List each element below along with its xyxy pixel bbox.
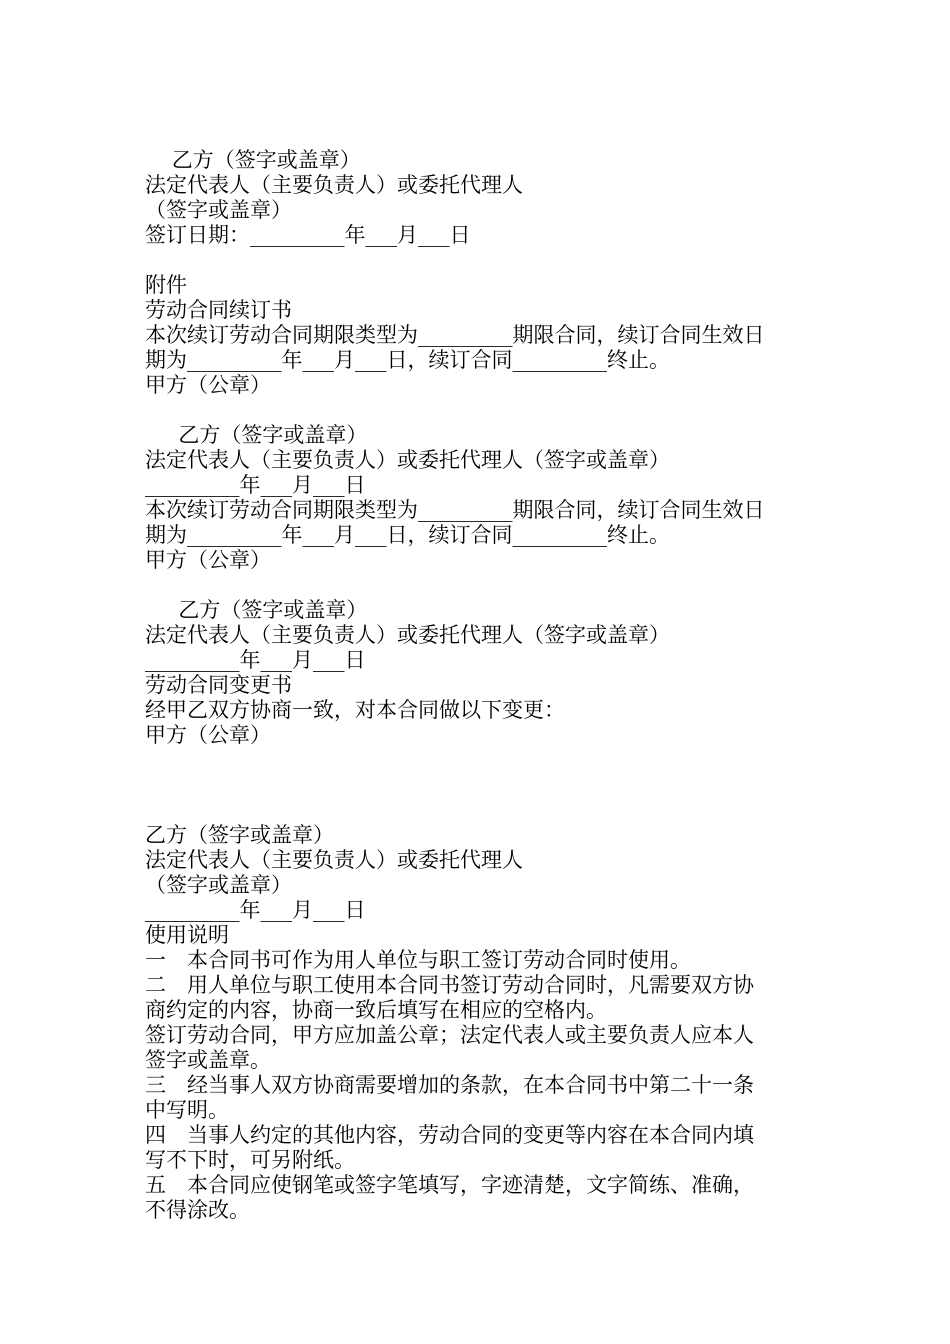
text-line: 四 当事人约定的其他内容，劳动合同的变更等内容在本合同内填 bbox=[145, 1123, 754, 1147]
text-line: 本次续订劳动合同期限类型为_________期限合同，续订合同生效日 bbox=[145, 323, 765, 347]
text-line: 二 用人单位与职工使用本合同书签订劳动合同时，凡需要双方协 bbox=[145, 973, 754, 997]
text-line: 乙方（签字或盖章） bbox=[145, 823, 334, 847]
text-line: 签订劳动合同，甲方应加盖公章；法定代表人或主要负责人应本人 bbox=[145, 1023, 754, 1047]
text-line: 法定代表人（主要负责人）或委托代理人 bbox=[145, 173, 523, 197]
text-line: 法定代表人（主要负责人）或委托代理人（签字或盖章） bbox=[145, 623, 670, 647]
text-line: 经甲乙双方协商一致，对本合同做以下变更： bbox=[145, 698, 565, 722]
text-line: 签订日期：_________年___月___日 bbox=[145, 223, 471, 247]
text-line: 签字或盖章。 bbox=[145, 1048, 271, 1072]
text-line: 劳动合同变更书 bbox=[145, 673, 292, 697]
text-line: 甲方（公章） bbox=[145, 723, 271, 747]
text-line: 乙方（签字或盖章） bbox=[145, 148, 361, 172]
text-line: （签字或盖章） bbox=[145, 873, 292, 897]
text-line: 附件 bbox=[145, 273, 187, 297]
text-line: 劳动合同续订书 bbox=[145, 298, 292, 322]
text-line: 甲方（公章） bbox=[145, 373, 271, 397]
text-line: _________年___月___日 bbox=[145, 473, 366, 497]
text-line: 一 本合同书可作为用人单位与职工签订劳动合同时使用。 bbox=[145, 948, 691, 972]
text-line: _________年___月___日 bbox=[145, 898, 366, 922]
text-line: 乙方（签字或盖章） bbox=[145, 423, 368, 447]
text-line: 法定代表人（主要负责人）或委托代理人 bbox=[145, 848, 523, 872]
text-line: 商约定的内容，协商一致后填写在相应的空格内。 bbox=[145, 998, 607, 1022]
text-line: 不得涂改。 bbox=[145, 1198, 250, 1222]
text-line: （签字或盖章） bbox=[145, 198, 292, 222]
text-line: 三 经当事人双方协商需要增加的条款，在本合同书中第二十一条 bbox=[145, 1073, 754, 1097]
text-line: 乙方（签字或盖章） bbox=[145, 598, 368, 622]
text-line: 甲方（公章） bbox=[145, 548, 271, 572]
text-line: 期为_________年___月___日，续订合同_________终止。 bbox=[145, 523, 670, 547]
text-line: 使用说明 bbox=[145, 923, 229, 947]
text-line: 五 本合同应使钢笔或签字笔填写，字迹清楚，文字简练、准确， bbox=[145, 1173, 754, 1197]
text-line: 期为_________年___月___日，续订合同_________终止。 bbox=[145, 348, 670, 372]
text-line: _________年___月___日 bbox=[145, 648, 366, 672]
text-line: 中写明。 bbox=[145, 1098, 229, 1122]
text-line: 写不下时，可另附纸。 bbox=[145, 1148, 355, 1172]
text-line: 本次续订劳动合同期限类型为_________期限合同，续订合同生效日 bbox=[145, 498, 765, 522]
text-line: 法定代表人（主要负责人）或委托代理人（签字或盖章） bbox=[145, 448, 670, 472]
